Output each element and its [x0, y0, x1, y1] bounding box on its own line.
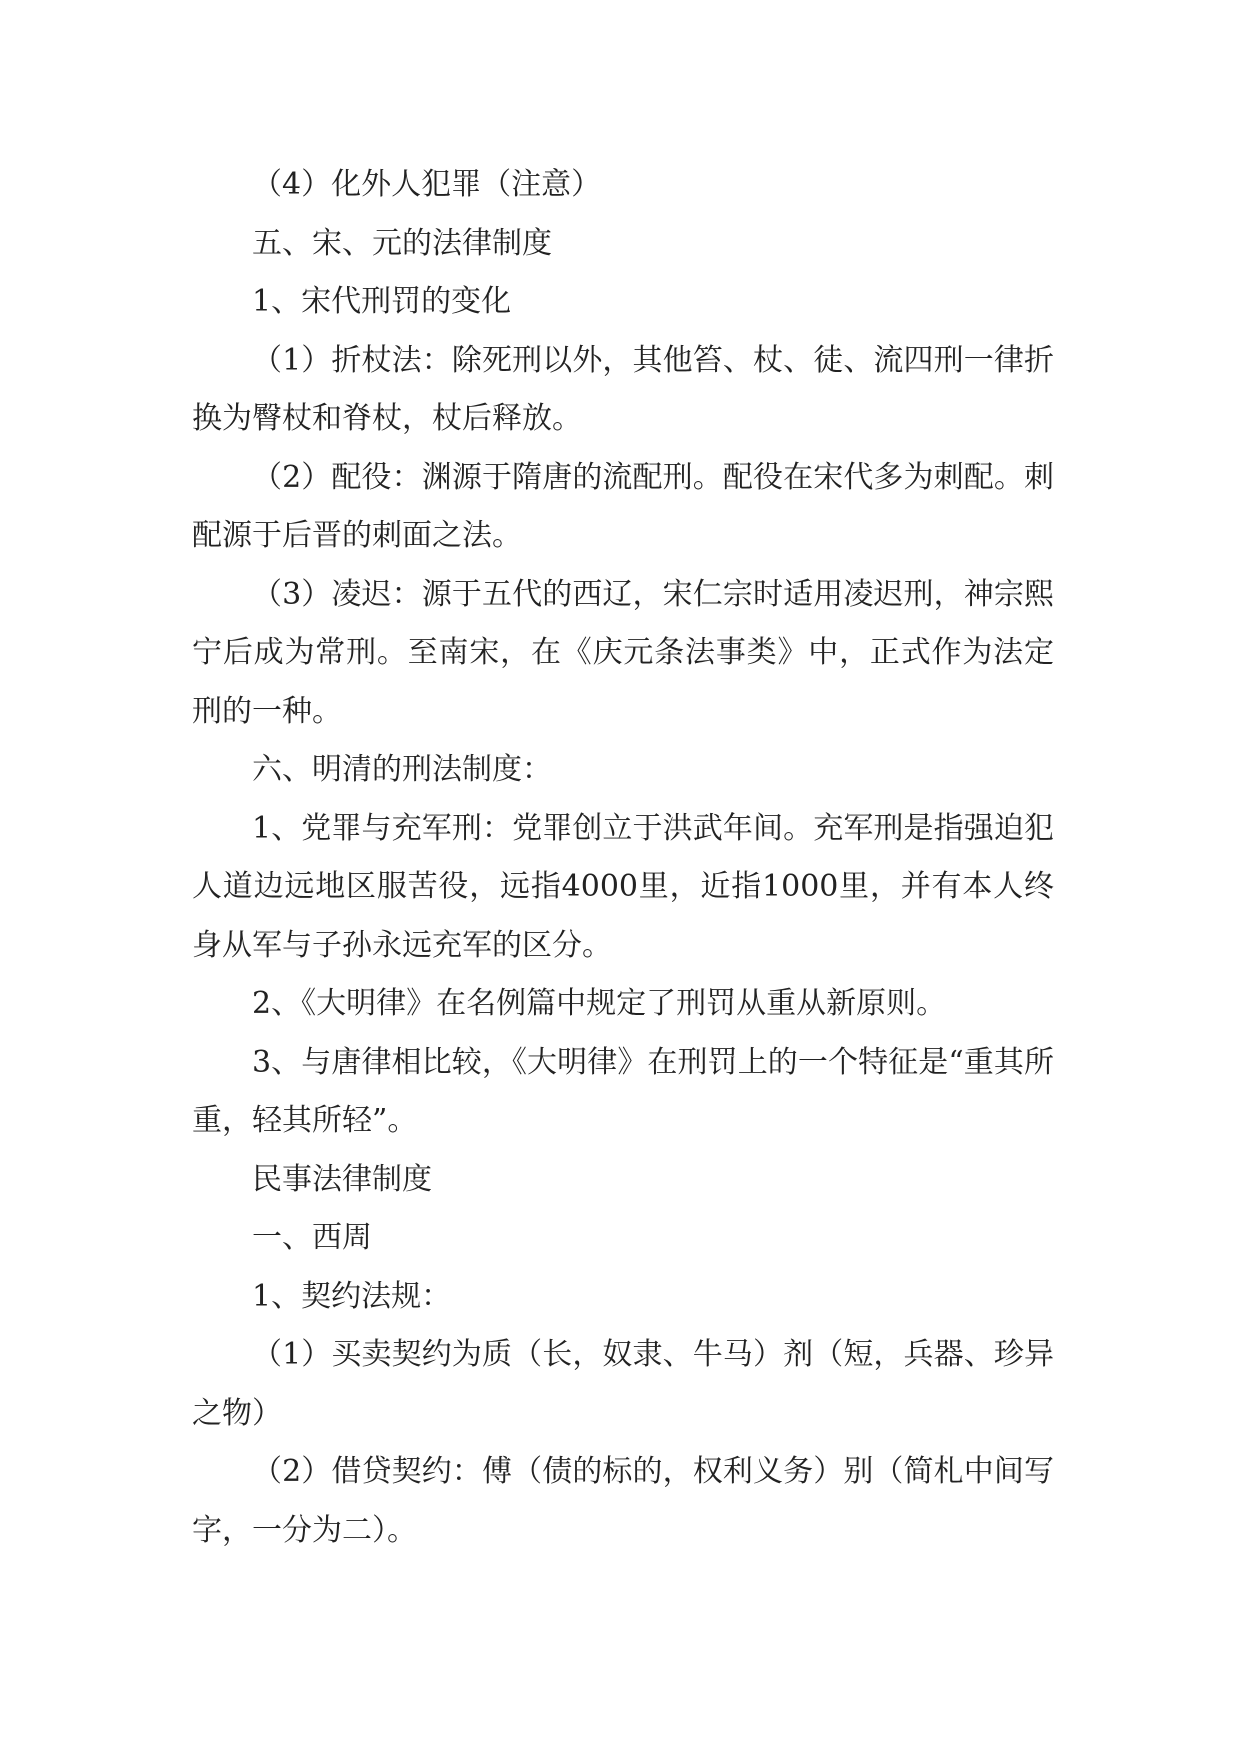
paragraph: （2）借贷契约：傅（债的标的，权利义务）别（简札中间写字，一分为二）。: [192, 1454, 1054, 1548]
paragraph: 2、《大明律》在名例篇中规定了刑罚从重从新原则。: [252, 986, 947, 1021]
section-heading: 五、宋、元的法律制度: [252, 225, 552, 261]
document-body: [192, 156, 1054, 1560]
subsection-heading: 1、宋代刑罚的变化: [252, 284, 512, 319]
section-heading: 一、西周: [252, 1220, 372, 1255]
paragraph: 1、党罪与充军刑：党罪创立于洪武年间。充军刑是指强迫犯人道边远地区服苦役，远指4000里，近指1000里，并有本人终身从军与子孙永远充军的区分。: [192, 810, 1054, 963]
paragraph: （3）凌迟：源于五代的西辽，宋仁宗时适用凌迟刑，神宗熙宁后成为常刑。至南宋，在《庆元条法事类》中，正式作为法定刑的一种。: [192, 576, 1054, 729]
paragraph: 3、与唐律相比较，《大明律》在刑罚上的一个特征是“重其所重，轻其所轻”。: [192, 1044, 1054, 1138]
paragraph: （4）化外人犯罪（注意）: [252, 167, 602, 202]
paragraph: （2）配役：渊源于隋唐的流配刑。配役在宋代多为刺配。刺配源于后晋的刺面之法。: [192, 459, 1054, 553]
subsection-heading: 1、契约法规：: [252, 1278, 452, 1314]
paragraph: （1）买卖契约为质（长，奴隶、牛马）剂（短，兵器、珍异之物）: [192, 1337, 1054, 1431]
chapter-heading: 民事法律制度: [252, 1161, 432, 1197]
paragraph: （1）折杖法：除死刑以外，其他笞、杖、徒、流四刑一律折换为臀杖和脊杖，杖后释放。: [192, 342, 1054, 436]
section-heading: 六、明清的刑法制度：: [252, 752, 552, 787]
